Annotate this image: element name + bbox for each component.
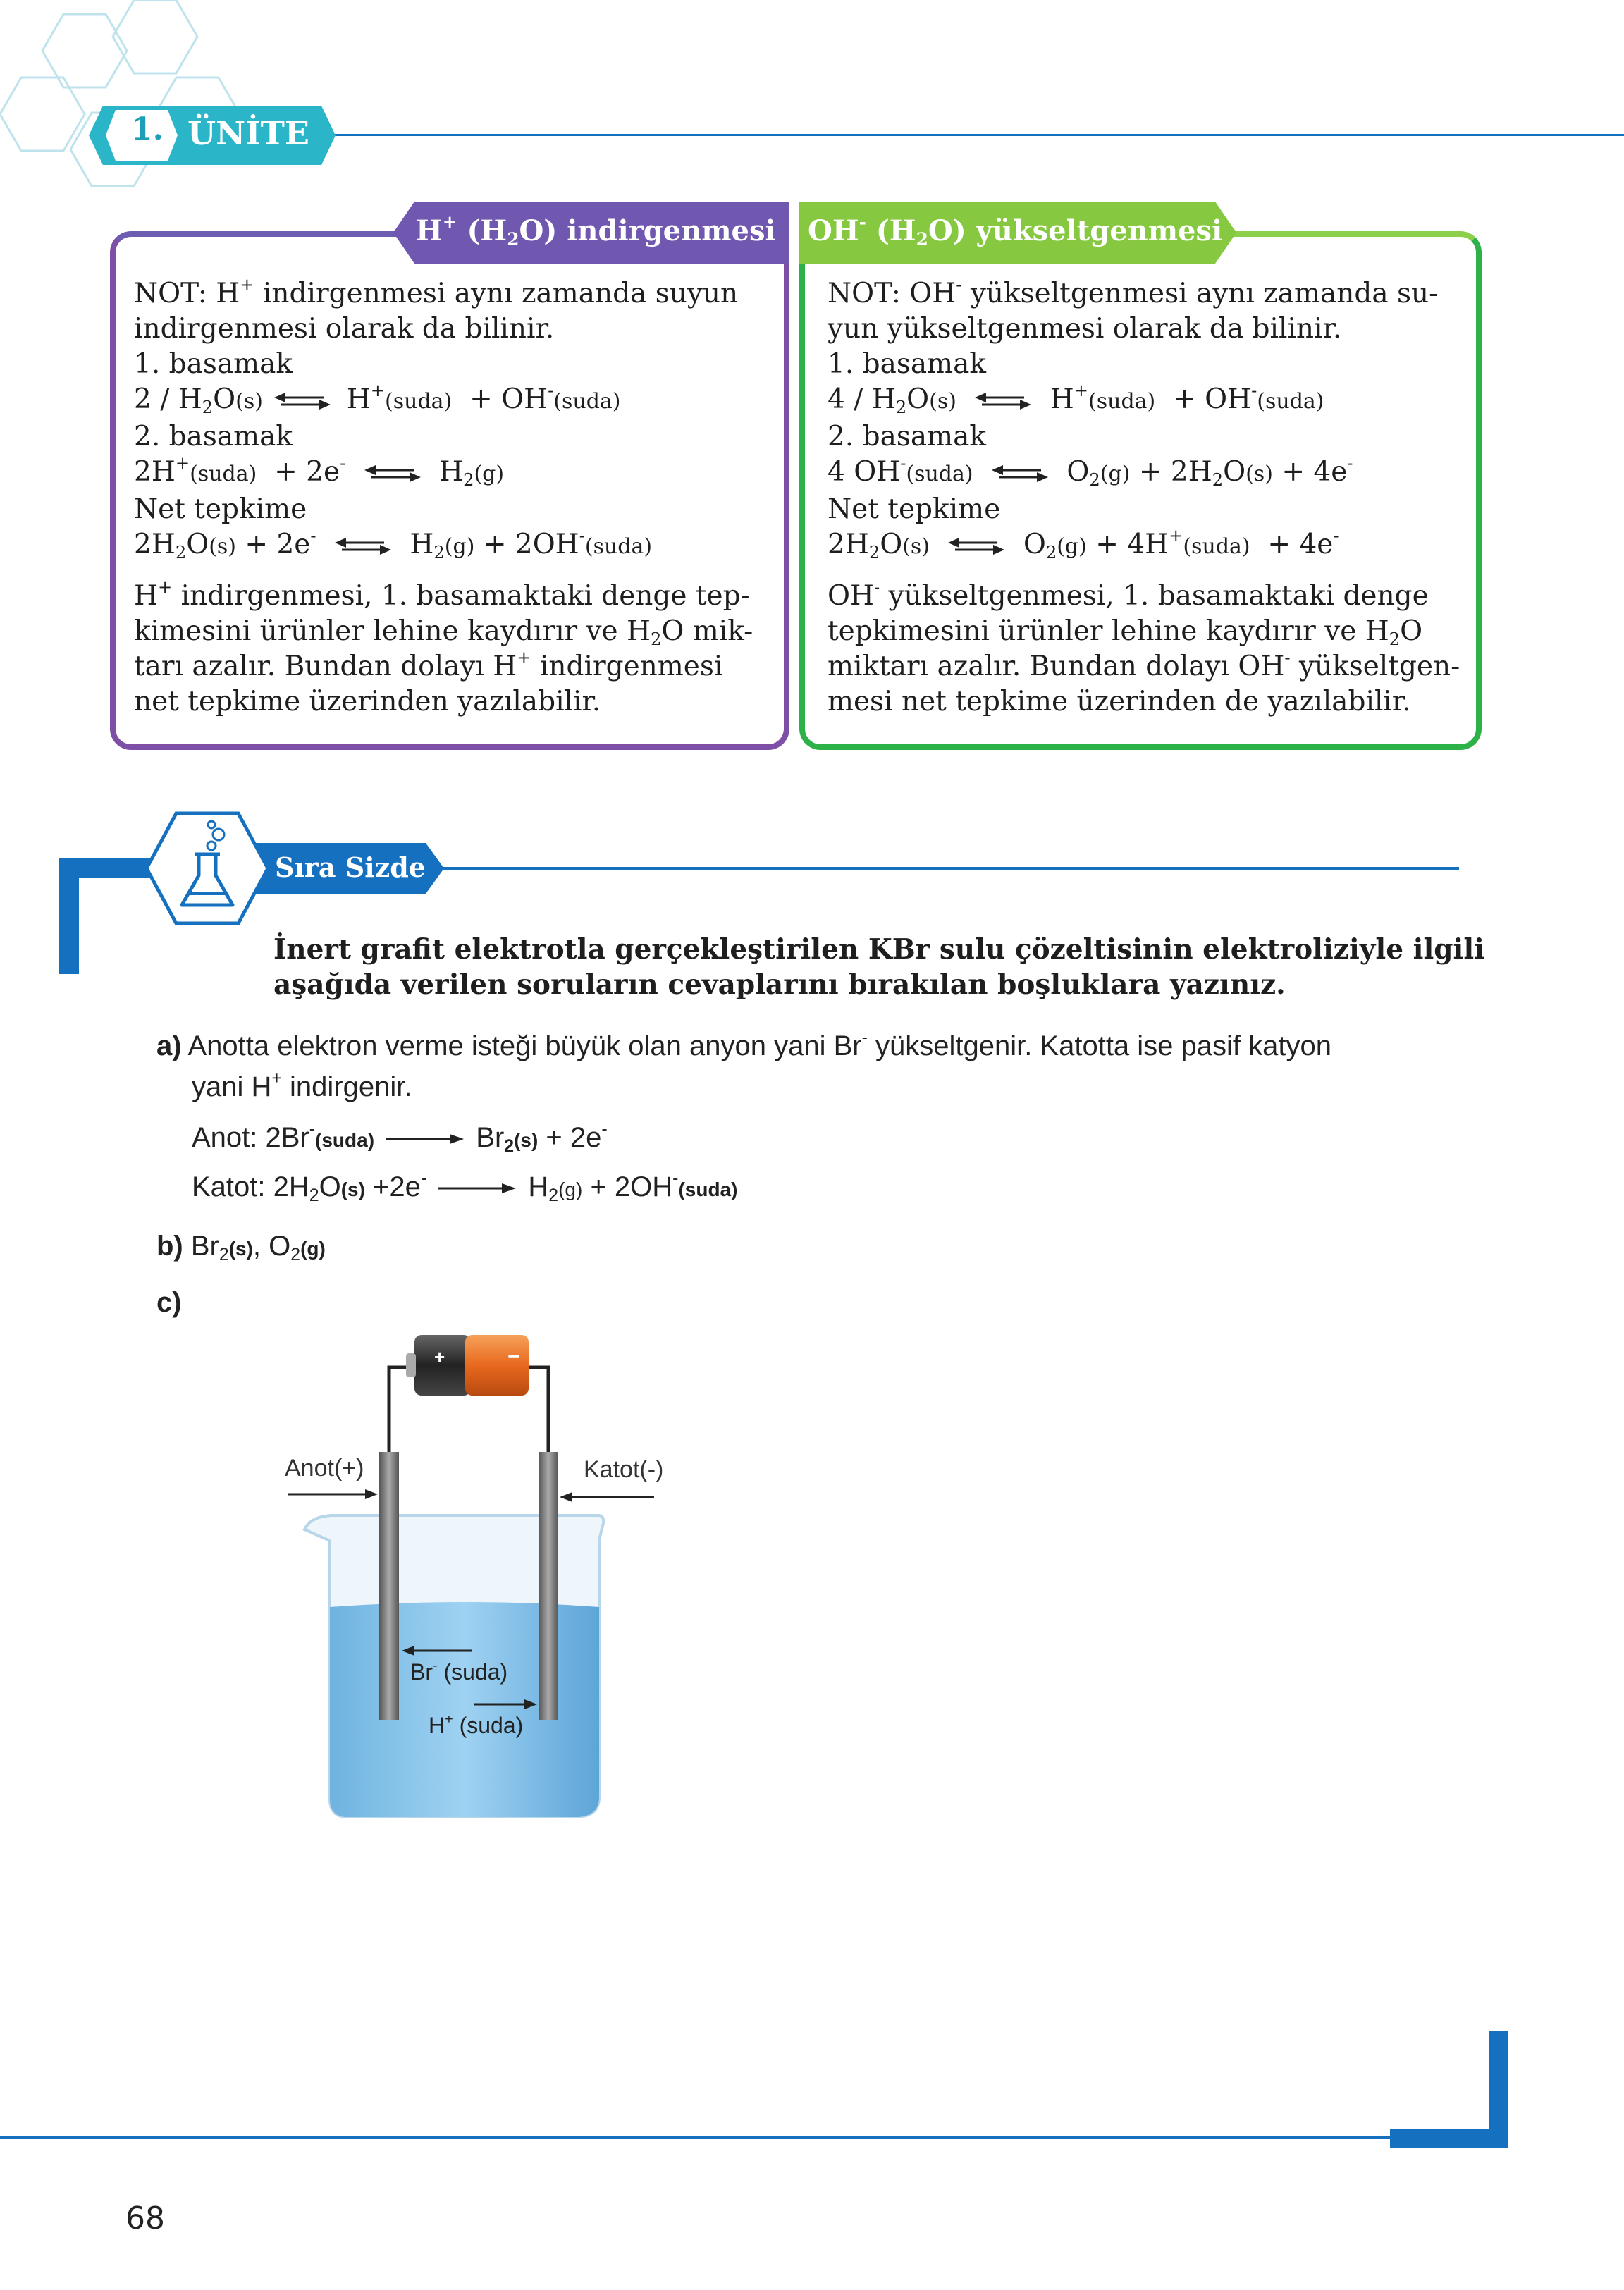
para-line-4: mesi net tepkime üzerinden de yazılabilir. bbox=[828, 686, 1411, 718]
unit-label: ÜNİTE bbox=[187, 114, 309, 152]
equilibrium-arrow-icon bbox=[274, 392, 331, 410]
para-line-1: H+ indirgenmesi, 1. basamaktaki denge tep- bbox=[134, 577, 750, 612]
step2-label: 2. basamak bbox=[134, 421, 293, 453]
flask-icon bbox=[144, 811, 271, 930]
question-line-2: aşağıda verilen soruların cevaplarını bırakılan boşluklara yazınız. bbox=[273, 968, 1286, 1001]
anode-electrode bbox=[379, 1452, 399, 1720]
wire-left bbox=[389, 1367, 416, 1452]
note-line-2: yun yükseltgenmesi olarak da bilinir. bbox=[828, 313, 1342, 345]
answer-a-line-1: a) Anotta elektron verme isteği büyük olan anyon yani Br- yükseltgenir. Katotta ise pasif katyon bbox=[156, 1028, 1331, 1061]
water bbox=[330, 1602, 599, 1817]
question-line-1: İnert grafit elektrotla gerçekleştirilen KBr sulu çözeltisinin elektroliziyle ilgili bbox=[273, 933, 1484, 966]
step1-equation: $4 / H_2O(s)$ H+(suda) + OH-(suda) bbox=[828, 381, 1324, 417]
reaction-arrow-icon bbox=[438, 1181, 516, 1195]
oh-oxidation-title: OH- $(H_2O)$ yükseltgenmesi bbox=[808, 211, 1223, 250]
para-line-3: tarı azalır. Bundan dolayı H+ indirgenmesi bbox=[134, 648, 723, 682]
unit-number: 1. bbox=[131, 111, 164, 147]
answer-b: b) $Br_2(s)$, $O_2(g)$ bbox=[156, 1231, 326, 1264]
reaction-arrow-icon bbox=[386, 1132, 464, 1146]
equilibrium-arrow-icon bbox=[948, 537, 1004, 555]
net-label: Net tepkime bbox=[134, 493, 307, 525]
footer-line bbox=[0, 2136, 1396, 2139]
oh-oxidation-body bbox=[828, 276, 1469, 720]
answer-c-label: c) bbox=[156, 1287, 182, 1318]
equilibrium-arrow-icon bbox=[364, 464, 421, 483]
br-ion-label: Br- (suda) bbox=[410, 1658, 508, 1685]
step2-equation: 2H+(suda) + 2e- $H_2(g)$ bbox=[134, 453, 505, 490]
katot-label: Katot(-) bbox=[584, 1456, 664, 1483]
para-line-4: net tepkime üzerinden yazılabilir. bbox=[134, 686, 601, 718]
step2-equation: 4 OH-(suda) $O_2(g) + 2H_2O(s) + 4e^-$ bbox=[828, 453, 1353, 490]
unit-header-line bbox=[317, 134, 1624, 136]
step1-equation: $2 / H_2O(s)$ H+(suda) + OH-(suda) bbox=[134, 381, 621, 417]
katot-equation: Katot: $2H_2O(s) +2e^-$ $H_2(g)$ + 2OH-(suda) bbox=[192, 1169, 738, 1205]
step2-label: 2. basamak bbox=[828, 421, 986, 453]
wire-right bbox=[526, 1367, 548, 1452]
answer-a-line-2: yani H+ indirgenir. bbox=[192, 1069, 412, 1102]
para-line-1: OH- yükseltgenmesi, 1. basamaktaki denge bbox=[828, 577, 1429, 612]
note-line-2: indirgenmesi olarak da bilinir. bbox=[134, 313, 555, 345]
note-line-1: NOT: H+ indirgenmesi aynı zamanda suyun bbox=[134, 275, 739, 309]
anot-equation: Anot: 2Br-(suda) $Br_2(s) + 2e^-$ bbox=[192, 1119, 608, 1156]
battery-plus-label: + bbox=[434, 1346, 445, 1367]
h-reduction-body bbox=[134, 276, 768, 720]
sira-question bbox=[273, 932, 1484, 1002]
para-line-2: tepkimesini ürünler lehine kaydırır ve $H_2O$ bbox=[828, 615, 1423, 649]
h-reduction-title: H+ $(H_2O)$ indirgenmesi bbox=[416, 211, 776, 250]
battery-minus-label: − bbox=[508, 1345, 520, 1368]
anot-label: Anot(+) bbox=[285, 1455, 364, 1482]
net-equation: $2H_2O(s) O_2(g)$ + 4H+(suda) + 4e- bbox=[828, 526, 1339, 562]
sira-header-line bbox=[423, 867, 1459, 870]
net-equation: $2H_2O(s) + 2e^-$ $H_2(g)$ + 2OH-(suda) bbox=[134, 526, 653, 562]
para-line-3: miktarı azalır. Bundan dolayı OH- yükseltgen- bbox=[828, 648, 1460, 682]
step1-label: 1. basamak bbox=[828, 348, 986, 380]
footer-corner-horizontal bbox=[1390, 2129, 1508, 2148]
equilibrium-arrow-icon bbox=[975, 392, 1031, 410]
electrolysis-diagram bbox=[268, 1318, 691, 1826]
sira-title: Sıra Sizde bbox=[275, 851, 426, 883]
cathode-electrode bbox=[539, 1452, 558, 1720]
page-number: 68 bbox=[125, 2200, 165, 2236]
h-ion-label: H+ (suda) bbox=[429, 1711, 524, 1738]
net-label: Net tepkime bbox=[828, 493, 1001, 525]
step1-label: 1. basamak bbox=[134, 348, 293, 380]
note-line-1: NOT: OH- yükseltgenmesi aynı zamanda su- bbox=[828, 275, 1439, 309]
para-line-2: kimesini ürünler lehine kaydırır ve $H_2O$ mik- bbox=[134, 615, 753, 649]
equilibrium-arrow-icon bbox=[992, 464, 1048, 483]
equilibrium-arrow-icon bbox=[335, 537, 391, 555]
